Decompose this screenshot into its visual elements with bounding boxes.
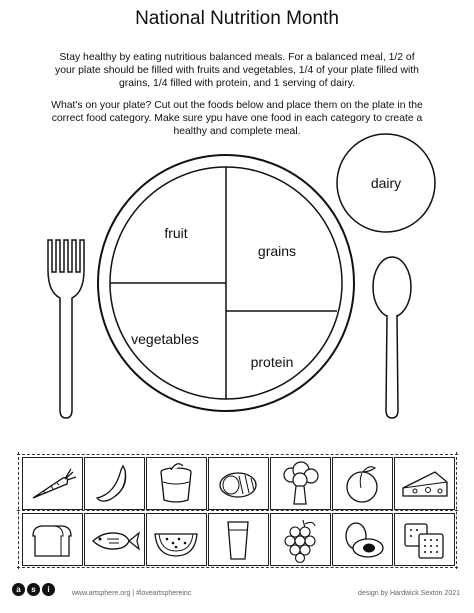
cutout-broccoli[interactable] [270,457,331,510]
vegetables-label: vegetables [131,331,199,347]
eggs-icon [333,514,392,565]
fish-icon [85,514,144,565]
cutout-bread[interactable] [22,513,83,566]
glass-of-milk-icon [209,514,268,565]
cutout-ham[interactable] [208,457,269,510]
grains-label: grains [257,243,297,259]
logo-letter-a: a [12,583,25,596]
fork-icon [48,240,84,418]
fruit-label: fruit [164,225,188,241]
cutout-carrot[interactable] [22,457,83,510]
cut-line-bottom [17,567,458,568]
cutout-grapes[interactable] [270,513,331,566]
cheese-icon [395,458,454,509]
cutout-eggs[interactable] [332,513,393,566]
protein-label: protein [250,354,294,370]
cutout-fish[interactable] [84,513,145,566]
page-title: National Nutrition Month [135,8,339,29]
dairy-label: dairy [370,175,402,191]
crackers-icon [395,514,454,565]
carrot-icon [23,458,82,509]
plate [98,155,354,411]
ham-icon [209,458,268,509]
peach-icon [333,458,392,509]
cutout-watermelon[interactable] [146,513,207,566]
cutout-cheese[interactable] [394,457,455,510]
spoon-icon [373,257,411,418]
cutout-banana[interactable] [84,457,145,510]
logo-letter-i: i [42,583,55,596]
footer-links: www.artsphere.org | #loveartsphereinc [72,590,192,597]
watermelon-slice-icon [147,514,206,565]
footer-credit: design by Hardwick Sexton 2021 [358,590,460,597]
cut-line-right [456,452,457,569]
cutout-crackers[interactable] [394,513,455,566]
arts-sphere-logo [12,583,55,596]
logo-letter-s: s [27,583,40,596]
instructions-paragraph-1: Stay healthy by eating nutritious balanced meals. For a balanced meal, 1/2 of your plate should be filled with fruits and vegetables, 1/4 of your plate filled with grains, 1/4 filled with protein, and 1 serving of dairy. [55,52,419,89]
cut-line-top [17,454,458,455]
cutout-peach[interactable] [332,457,393,510]
banana-icon [85,458,144,509]
yogurt-cup-icon [147,458,206,509]
cutout-milk[interactable] [208,513,269,566]
cutout-yogurt[interactable] [146,457,207,510]
grapes-icon [271,514,330,565]
cut-line-left [18,452,19,569]
food-cutout-strip [17,452,458,569]
instructions-paragraph-2: What's on your plate? Cut out the foods below and place them on the plate in the correct food category. Make sure ypu have one food in each category to create a healthy and complete meal. [51,100,423,137]
bread-loaf-icon [23,514,82,565]
broccoli-icon [271,458,330,509]
